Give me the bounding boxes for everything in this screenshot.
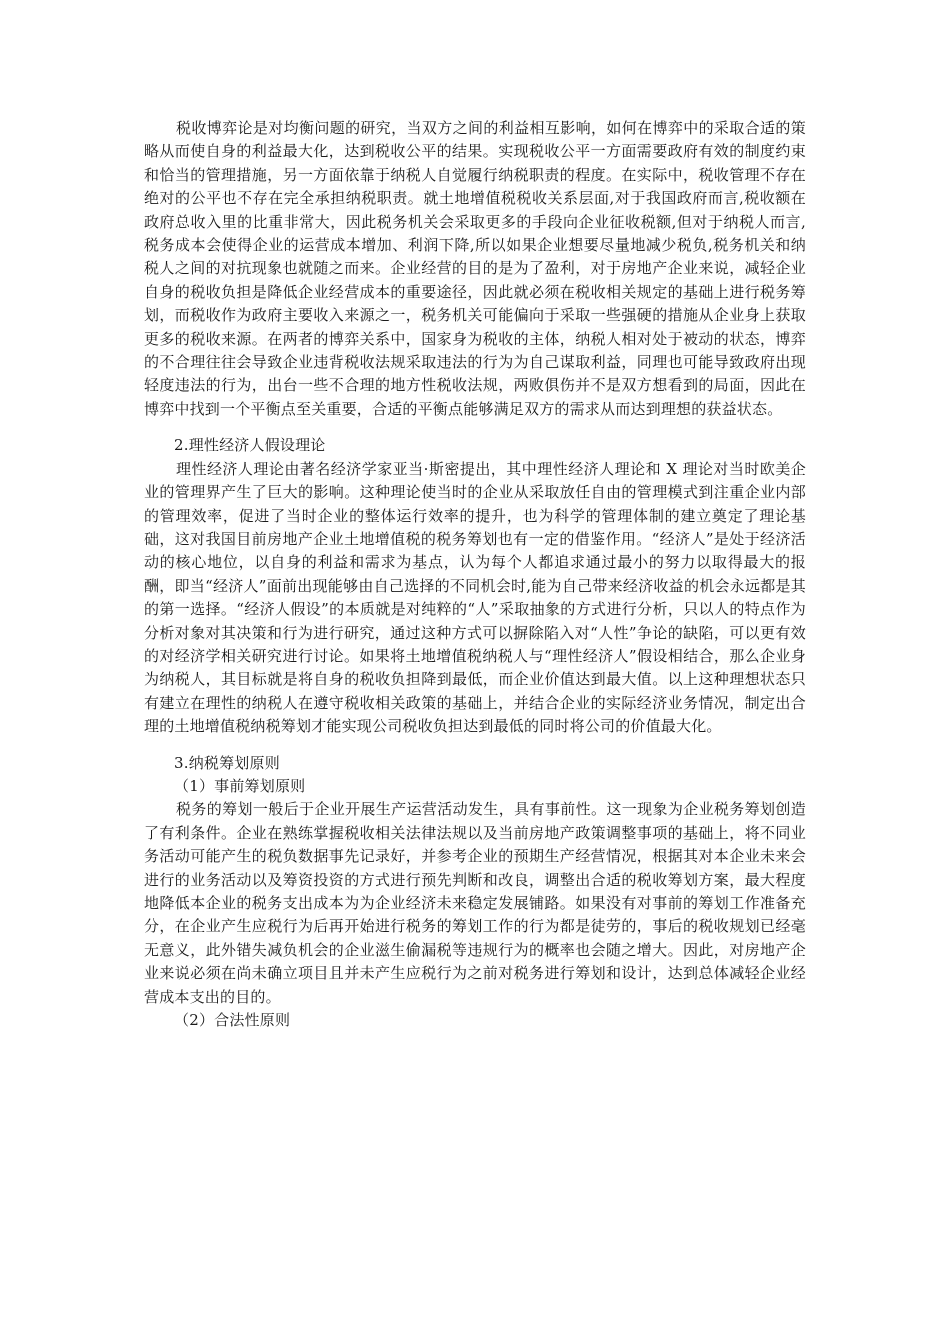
section-heading-rational-economic-man: 2.理性经济人假设理论 (174, 436, 326, 455)
spacer (144, 421, 806, 434)
document-page (144, 117, 806, 1032)
paragraph-rational-economic-man: 理性经济人理论由著名经济学家亚当·斯密提出，其中理性经济人理论和 X 理论对当时欧美企业的管理界产生了巨大的影响。这种理论使当时的企业从采取放任自由的管理模式到注重企业内部的管理效率，促进了当时企业的整体运行效率的提升，也为科学的管理体制的建立奠定了理论基础，这对我国目前房地产企业土地增值税的税务筹划也有一定的借鉴作用。“经济人”是处于经济活动的核心地位，以自身的利益和需求为基点，认为每个人都追求通过最小的努力以取得最大的报酬，即当“经济人”面前出现能够由自己选择的不同机会时,能为自己带来经济收益的机会永远都是其的第一选择。“经济人假设”的本质就是对纯粹的“人”采取抽象的方式进行分析，只以人的特点作为分析对象对其决策和行为进行研究，通过这种方式可以摒除陷入对“人性”争论的缺陷，可以更有效的对经济学相关研究进行讨论。如果将土地增值税纳税人与“理性经济人”假设相结合，那么企业身为纳税人，其目标就是将自身的税收负担降到最低，而企业价值达到最大值。以上这种理想状态只有建立在理性的纳税人在遵守税收相关政策的基础上，并结合企业的实际经济业务情况，制定出合理的土地增值税纳税筹划才能实现公司税收负担达到最低的同时将公司的价值最大化。 (144, 459, 806, 736)
paragraph-game-theory: 税收博弈论是对均衡问题的研究，当双方之间的利益相互影响，如何在博弈中的采取合适的策略从而使自身的利益最大化，达到税收公平的结果。实现税收公平一方面需要政府有效的制度约束和恰当的管理措施，另一方面依靠于纳税人自觉履行纳税职责的程度。在实际中，税收管理不存在绝对的公平也不存在完全承担纳税职责。就土地增值税税收关系层面,对于我国政府而言,税收额在政府总收入里的比重非常大，因此税务机关会采取更多的手段向企业征收税额,但对于纳税人而言,税务成本会使得企业的运营成本增加、利润下降,所以如果企业想要尽量地减少税负,税务机关和纳税人之间的对抗现象也就随之而来。企业经营的目的是为了盈利，对于房地产企业来说，减轻企业自身的税收负担是降低企业经营成本的重要途径，因此就必须在税收相关规定的基础上进行税务筹划，而税收作为政府主要收入来源之一，税务机关可能偏向于采取一些强硬的措施从企业身上获取更多的税收来源。在两者的博弈关系中，国家身为税收的主体，纳税人相对处于被动的状态，博弈的不合理往往会导致企业违背税收法规采取违法的行为为自己谋取利益，同理也可能导致政府出现轻度违法的行为，出台一些不合理的地方性税收法规，两败俱伤并不是双方想看到的局面，因此在博弈中找到一个平衡点至关重要，合适的平衡点能够满足双方的需求从而达到理想的获益状态。 (144, 119, 806, 418)
paragraph-advance-planning: 税务的筹划一般后于企业开展生产运营活动发生，具有事前性。这一现象为企业税务筹划创造了有利条件。企业在熟练掌握税收相关法律法规以及当前房地产政策调整事项的基础上，将不同业务活动可能产生的税负数据事先记录好，并参考企业的预期生产经营情况，根据其对本企业未来会进行的业务活动以及筹资投资的方式进行预先判断和改良，调整出合适的税收筹划方案，最大程度地降低本企业的税务支出成本为为企业经济未来稳定发展铺路。如果没有对事前的筹划工作准备充分，在企业产生应税行为后再开始进行税务的筹划工作的行为都是徒劳的，事后的税收规划已经毫无意义，此外错失减负机会的企业滋生偷漏税等违规行为的概率也会随之增大。因此，对房地产企业来说必须在尚未确立项目且并未产生应税行为之前对税务进行筹划和设计，达到总体减轻企业经营成本支出的目的。 (144, 800, 806, 1006)
spacer (144, 739, 806, 752)
subheading-advance-planning: （1）事前筹划原则 (174, 776, 306, 795)
section-heading-tax-planning-principles: 3.纳税筹划原则 (174, 753, 280, 772)
subheading-legality: （2）合法性原则 (174, 1011, 291, 1030)
